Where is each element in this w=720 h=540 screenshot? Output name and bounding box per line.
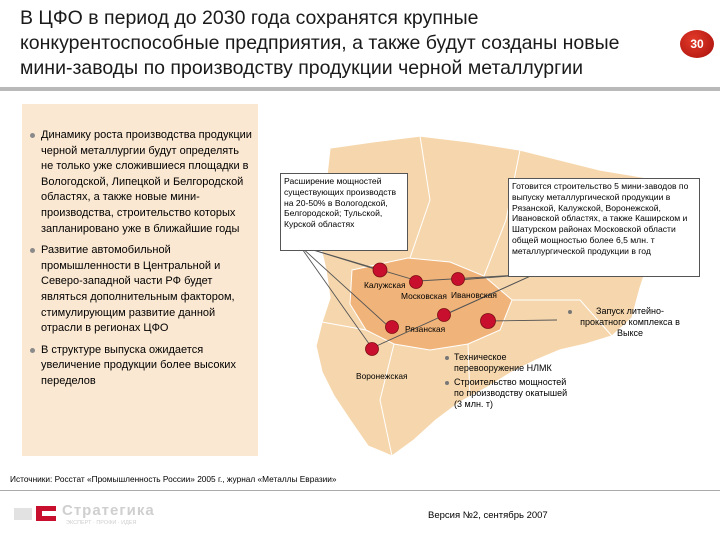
region-label-moscow: Московская xyxy=(401,291,447,301)
version-label: Версия №2, сентябрь 2007 xyxy=(428,510,548,521)
note-nlmk-text: Техническое перевооружение НЛМК xyxy=(454,352,552,374)
source-note: Источники: Росстат «Промышленность России» 2005 г., журнал «Металлы Евразии» xyxy=(10,474,337,484)
note-dot-icon xyxy=(445,381,449,385)
region-label-ivanovo: Ивановская xyxy=(451,290,497,300)
callout-capacity-expansion: Расширение мощностей существующих производств на 20-50% в Вологодской, Белгородской; Тульской, Курской областях xyxy=(280,173,408,251)
page-number-badge: 30 xyxy=(680,30,714,58)
bullet-text: Развитие автомобильной промышленности в Центральной и Северо-западной части РФ будет являться дополнительным фактором, стимулирующим развитие данной отрасли в регионах ЦФО xyxy=(41,244,235,335)
plant-marker-ryazan xyxy=(386,321,399,334)
note-vyksa-text: Запуск литейно-прокатного комплекса в Выксе xyxy=(580,306,680,339)
bullet-text: Динамику роста производства продукции черной металлургии будут определять не только уже сложившиеся площадки в Вологодской, Липецкой и Белгородской областях, а также новые мини-производства, строительство которых запланировано уже в ближайшие годы xyxy=(41,129,252,235)
bullet-text: В структуре выпуска ожидается увеличение продукции более высоких переделов xyxy=(41,343,236,387)
logo-tagline: ЭКСПЕРТ · ПРОФИ · ИДЕЯ xyxy=(66,520,137,526)
callout-new-mini-plants: Готовится строительство 5 мини-заводов по выпуску металлургической продукции в Рязанской, Калужской, Воронежской, Ивановской областях, а также Каширском и Шатурском районах Московской области общей мощностью более 6,5 млн. т металлургической продукции в год xyxy=(508,178,700,277)
plant-marker-ryazan-2 xyxy=(438,309,451,322)
region-label-ryazan: Рязанская xyxy=(405,324,446,334)
region-label-voronezh: Воронежская xyxy=(356,371,408,381)
plant-marker-kaluga xyxy=(373,263,387,277)
note-vyksa xyxy=(580,306,680,340)
note-pellet-text: Строительство мощностей по производству окатышей (3 млн. т) xyxy=(454,377,568,410)
note-pellet-capacity xyxy=(454,377,574,411)
footer-divider xyxy=(0,490,720,491)
plant-marker-ivanovo xyxy=(452,273,465,286)
logo-name: Стратегика xyxy=(62,502,155,519)
page-title: В ЦФО в период до 2030 года сохранятся крупные конкурентоспособные предприятия, а также будут созданы новые мини-заводы по производству продукции черной металлургии xyxy=(20,7,620,79)
strategika-logo xyxy=(10,500,170,528)
region-label-kaluga: Калужская xyxy=(364,280,406,290)
logo-mark-icon xyxy=(10,500,62,526)
note-nlmk-modernization xyxy=(454,352,574,374)
plant-marker-vyksa xyxy=(481,314,496,329)
note-dot-icon xyxy=(568,310,572,314)
plant-marker-moscow xyxy=(410,276,423,289)
note-dot-icon xyxy=(445,356,449,360)
plant-marker-voronezh xyxy=(366,343,379,356)
